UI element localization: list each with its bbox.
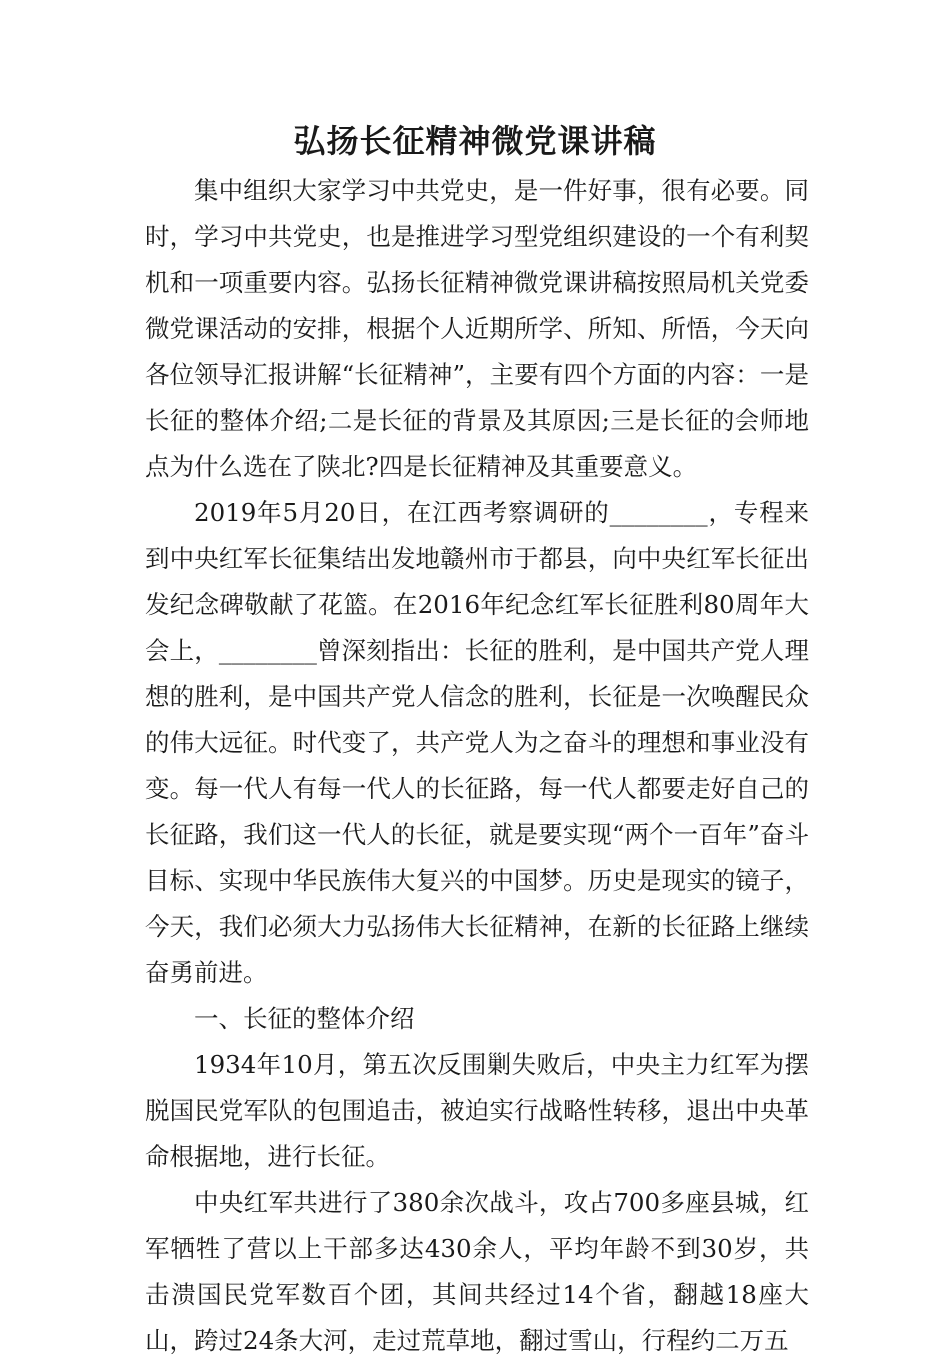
paragraph-background: 2019年5月20日，在江西考察调研的________，专程来到中央红军长征集结出发地赣州市于都县，向中央红军长征出发纪念碑敬献了花篮。在2016年纪念红军长征胜利80周年大会上，________曾深刻指出：长征的胜利，是中国共产党人理想的胜利，是中国共产党人信念的胜利，长征是一次唤醒民众的伟大远征。时代变了，共产党人为之奋斗的理想和事业没有变。每一代人有每一代人的长征路，每一代人都要走好自己的长征路，我们这一代人的长征，就是要实现“两个一百年”奋斗目标、实现中华民族伟大复兴的中国梦。历史是现实的镜子，今天，我们必须大力弘扬伟大长征精神，在新的长征路上继续奋勇前进。 (145, 498, 809, 987)
document-title: 弘扬长征精神微党课讲稿 (293, 122, 657, 160)
section-heading: 一、长征的整体介绍 (194, 1004, 415, 1033)
document-body (145, 168, 809, 1364)
paragraph-battles: 中央红军共进行了380余次战斗，攻占700多座县城，红军牺牲了营以上干部多达430余人，平均年龄不到30岁，共击溃国民党军数百个团，其间共经过14个省，翻越18座大山，跨过24条大河，走过荒草地，翻过雪山，行程约二万五 (145, 1188, 809, 1355)
paragraph-1934: 1934年10月，第五次反围剿失败后，中央主力红军为摆脱国民党军队的包围追击，被迫实行战略性转移，退出中央革命根据地，进行长征。 (145, 1050, 809, 1171)
paragraph-intro: 集中组织大家学习中共党史，是一件好事，很有必要。同时，学习中共党史，也是推进学习型党组织建设的一个有利契机和一项重要内容。弘扬长征精神微党课讲稿按照局机关党委微党课活动的安排，根据个人近期所学、所知、所悟，今天向各位领导汇报讲解“长征精神”，主要有四个方面的内容：一是长征的整体介绍;二是长征的背景及其原因;三是长征的会师地点为什么选在了陕北?四是长征精神及其重要意义。 (145, 176, 809, 481)
